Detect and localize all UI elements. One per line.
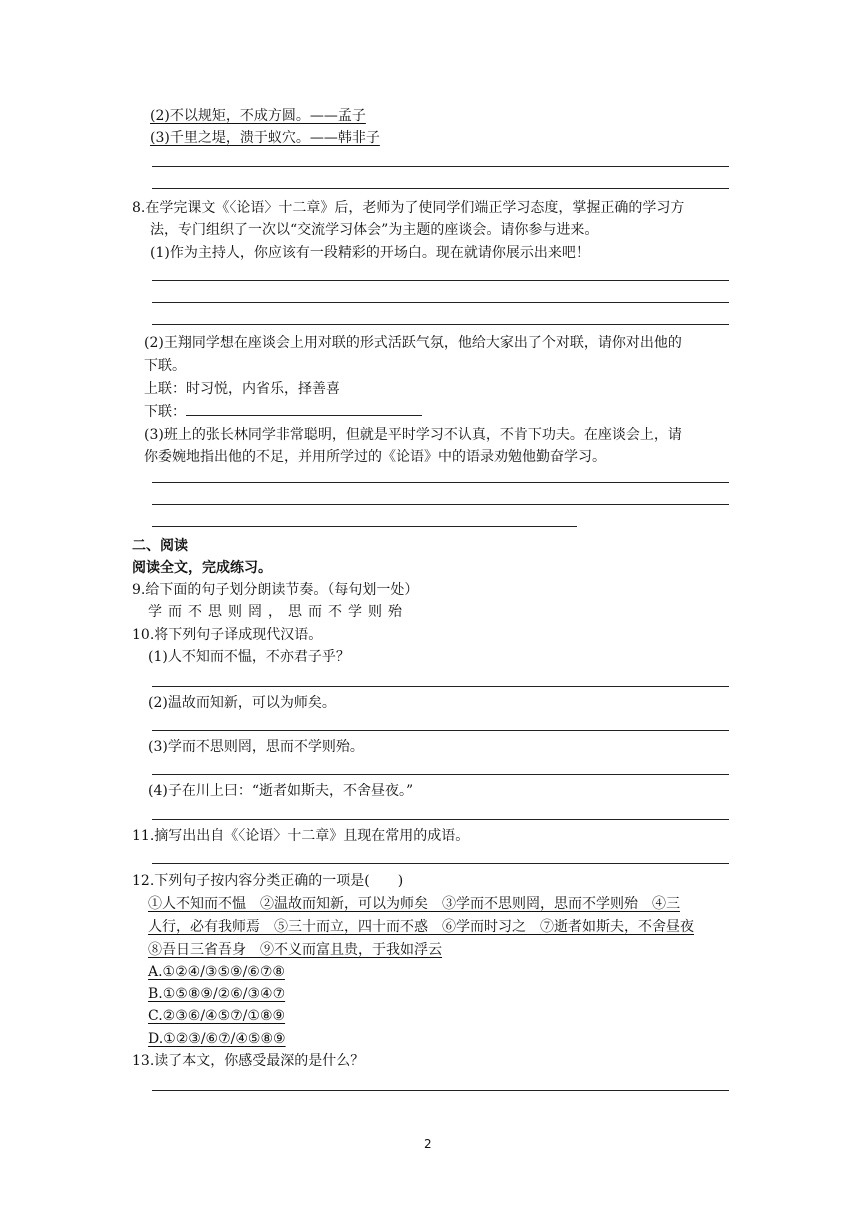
q12-list-line-3: ⑧吾日三省吾身 ⑨不义而富且贵，于我如浮云 bbox=[148, 942, 442, 958]
answer-line[interactable] bbox=[152, 188, 729, 189]
section-heading: 二、阅读 bbox=[132, 538, 188, 554]
answer-line[interactable] bbox=[152, 863, 729, 864]
q8-sub-3-line-1: (3)班上的张长林同学非常聪明，但就是平时学习不认真，不肯下功夫。在座谈会上，请 bbox=[144, 427, 682, 443]
quote-line-2: (2)不以规矩，不成方圆。——孟子 bbox=[150, 108, 366, 124]
answer-line[interactable] bbox=[152, 730, 729, 731]
couplet-upper: 上联：时习悦，内省乐，择善喜 bbox=[144, 381, 340, 397]
q8-stem-line-2: 法，专门组织了一次以“交流学习体会”为主题的座谈会。请你参与进来。 bbox=[150, 222, 599, 238]
q10-item-4: (4)子在川上曰：“逝者如斯夫，不舍昼夜。” bbox=[148, 783, 414, 799]
answer-line[interactable] bbox=[152, 324, 729, 325]
q8-sub-2-line-1: (2)王翔同学想在座谈会上用对联的形式活跃气氛，他给大家出了个对联，请你对出他的 bbox=[144, 335, 682, 351]
answer-line[interactable] bbox=[152, 1090, 729, 1091]
q12-option-c[interactable]: C.②③⑥/④⑤⑦/①⑧⑨ bbox=[148, 1008, 286, 1024]
q11-stem: 11.摘写出出自《〈论语〉十二章》且现在常用的成语。 bbox=[132, 828, 470, 844]
couplet-lower-blank[interactable] bbox=[186, 401, 422, 416]
q8-sub-3-line-2: 你委婉地指出他的不足，并用所学过的《论语》中的语录劝勉他勤奋学习。 bbox=[144, 449, 606, 465]
answer-line[interactable] bbox=[152, 526, 577, 527]
q13-stem: 13.读了本文，你感受最深的是什么？ bbox=[132, 1053, 365, 1069]
q8-sub-1: (1)作为主持人，你应该有一段精彩的开场白。现在就请你展示出来吧！ bbox=[150, 245, 590, 261]
answer-line[interactable] bbox=[152, 686, 729, 687]
q12-option-b[interactable]: B.①⑤⑧⑨/②⑥/③④⑦ bbox=[148, 986, 286, 1002]
page-number: 2 bbox=[424, 1137, 432, 1151]
answer-line[interactable] bbox=[152, 504, 729, 505]
q8-stem-line-1: 8.在学完课文《〈论语〉十二章》后，老师为了使同学们端正学习态度，掌握正确的学习方 bbox=[132, 200, 685, 216]
couplet-lower-label: 下联： bbox=[144, 404, 186, 420]
q12-option-a[interactable]: A.①②④/③⑤⑨/⑥⑦⑧ bbox=[148, 964, 285, 980]
q8-sub-2-line-2: 下联。 bbox=[144, 358, 186, 374]
answer-line[interactable] bbox=[152, 280, 729, 281]
q10-item-2: (2)温故而知新，可以为师矣。 bbox=[148, 695, 336, 711]
q9-stem: 9.给下面的句子划分朗读节奏。（每句划一处） bbox=[132, 582, 419, 598]
quote-line-3: (3)千里之堤，溃于蚁穴。——韩非子 bbox=[150, 130, 380, 146]
section-instruction: 阅读全文，完成练习。 bbox=[132, 560, 272, 576]
q10-item-3: (3)学而不思则罔，思而不学则殆。 bbox=[148, 739, 364, 755]
answer-line[interactable] bbox=[152, 774, 729, 775]
couplet-lower bbox=[144, 401, 422, 421]
q10-item-1: (1)人不知而不愠，不亦君子乎？ bbox=[148, 649, 350, 665]
q12-stem: 12.下列句子按内容分类正确的一项是( ) bbox=[132, 873, 404, 889]
answer-line[interactable] bbox=[152, 302, 729, 303]
q12-option-d[interactable]: D.①②③/⑥⑦/④⑤⑧⑨ bbox=[148, 1031, 286, 1047]
q12-list-line-2: 人行，必有我师焉 ⑤三十而立，四十而不惑 ⑥学而时习之 ⑦逝者如斯夫，不舍昼夜 bbox=[148, 919, 694, 935]
answer-line[interactable] bbox=[152, 482, 729, 483]
q9-sentence: 学而不思则罔，思而不学则殆 bbox=[148, 604, 408, 620]
q10-stem: 10.将下列句子译成现代汉语。 bbox=[132, 627, 323, 643]
q12-list-line-1: ①人不知而不愠 ②温故而知新，可以为师矣 ③学而不思则罔，思而不学则殆 ④三 bbox=[148, 896, 680, 912]
answer-line[interactable] bbox=[152, 166, 729, 167]
answer-line[interactable] bbox=[152, 819, 729, 820]
